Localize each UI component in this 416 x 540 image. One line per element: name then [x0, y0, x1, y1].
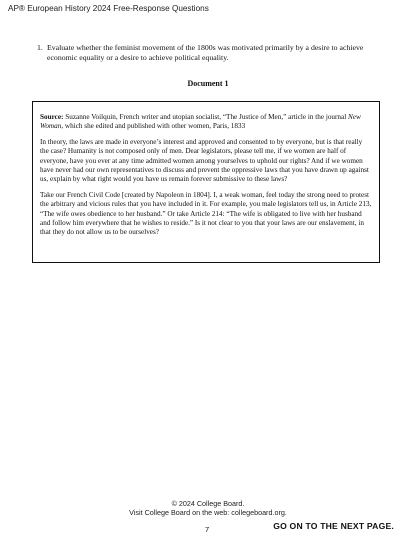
- source-text-2: , which she edited and published with other women, Paris, 1833: [61, 122, 246, 131]
- document-box: [32, 101, 380, 263]
- question-1: [37, 43, 387, 63]
- question-text: Evaluate whether the feminist movement of the 1800s was motivated primarily by a desire to achieve economic equality or a desire to achieve political equality.: [47, 43, 364, 62]
- visit-text: Visit College Board on the web: collegeboard.org.: [129, 507, 287, 517]
- page-number: 7: [205, 525, 210, 534]
- document-title: Document 1: [187, 79, 229, 88]
- document-source: [40, 113, 372, 132]
- page-footer: [0, 500, 416, 517]
- document-paragraph-1: In theory, the laws are made in everyone’s interest and approved and consented to by everyone, but is that really the case? Humanity is not composed only of men. Dear legislators, please tell me, if we women are half of everyone, have you ever at any time admitted women among yourselves to uphold our rights? And if we women have never had our own representatives to discuss and prevent the oppressive laws that you have drawn up against us, explain by what right would you have us remain forever submissive to these laws?: [40, 137, 369, 184]
- source-label: Source:: [40, 113, 64, 121]
- copyright-text: © 2024 College Board.: [171, 499, 245, 508]
- page-header: AP® European History 2024 Free-Response Questions: [8, 4, 209, 13]
- next-page-notice: GO ON TO THE NEXT PAGE.: [273, 521, 394, 531]
- source-journal: New Woman: [40, 113, 361, 131]
- document-paragraph-2: Take our French Civil Code [created by Napoleon in 1804]. I, a weak woman, feel today the strong need to protest the arbitrary and vicious rules that you have included in it. For example, you male legislators tell us, in Article 213, “The wife owes obedience to her husband.” Or take Article 214: “The wife is obligated to live with her husband and follow him everywhere that he wishes to reside.” Is it not clear to you that your laws are our enslavement, in that they do not allow us to be ourselves?: [40, 190, 372, 237]
- question-number: 1.: [37, 43, 43, 52]
- source-text-1: Suzanne Voilquin, French writer and utopian socialist, “The Justice of Men,” article in the journal: [65, 113, 347, 121]
